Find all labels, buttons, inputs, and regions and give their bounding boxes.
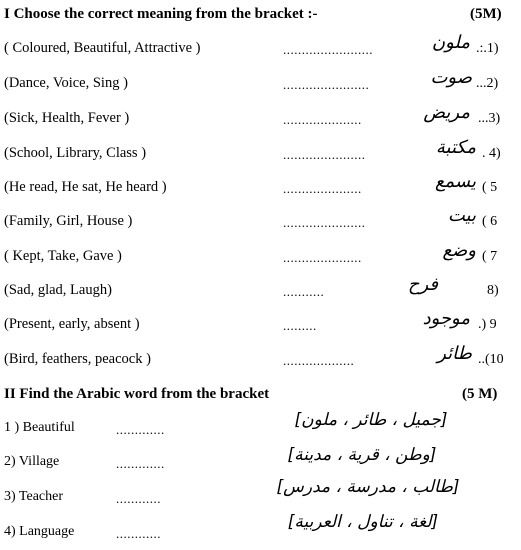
answer-dots: ..................... — [283, 112, 362, 127]
leader-dots: ............ — [116, 526, 161, 541]
answer-dots: ...................... — [283, 147, 366, 162]
section-2-title: II Find the Arabic word from the bracket — [4, 386, 270, 402]
arabic-options-bracket: [جميل ، طائر ، ملون] — [294, 410, 448, 430]
answer-dots: ..................... — [283, 250, 362, 265]
answer-dots: ........................ — [283, 42, 373, 57]
section-1-marks: (5M) — [470, 6, 502, 22]
leader-dots: ............. — [116, 456, 165, 471]
section-1-title: I Choose the correct meaning from the bracket :- — [4, 6, 318, 22]
question-number: ( 7 — [482, 249, 498, 264]
options-text: (Dance, Voice, Sing ) — [4, 75, 128, 91]
handwritten-answer: مكتبة — [435, 137, 476, 158]
english-word: 4) Language — [4, 524, 75, 539]
question-number: .) 9 — [478, 317, 497, 332]
question-number: ..(10 — [478, 352, 504, 367]
handwritten-answer: موجود — [422, 308, 470, 329]
handwritten-answer: طائر — [437, 343, 472, 364]
handwritten-answer: ملون — [431, 32, 470, 53]
arabic-options-bracket: [وطن ، قرية ، مدينة] — [287, 445, 437, 465]
english-word: 3) Teacher — [4, 489, 64, 504]
options-text: (School, Library, Class ) — [4, 145, 147, 161]
arabic-options-bracket: [طالب ، مدرسة ، مدرس] — [276, 477, 460, 497]
options-text: (Sick, Health, Fever ) — [4, 110, 130, 126]
question-number: 8) — [487, 283, 499, 298]
options-text: ( Kept, Take, Gave ) — [4, 248, 122, 264]
handwritten-answer: يسمع — [434, 171, 476, 192]
question-number: .:.1) — [476, 41, 499, 56]
options-text: (Bird, feathers, peacock ) — [4, 351, 151, 367]
options-text: ( Coloured, Beautiful, Attractive ) — [4, 40, 201, 56]
handwritten-answer: صوت — [430, 67, 472, 88]
answer-dots: ........... — [283, 284, 325, 299]
arabic-options-bracket: [لغة ، تناول ، العربية] — [287, 512, 439, 532]
answer-dots: ......... — [283, 318, 317, 333]
options-text: (He read, He sat, He heard ) — [4, 179, 167, 195]
question-number: ...2) — [476, 76, 499, 91]
english-word: 1 ) Beautiful — [4, 420, 75, 435]
english-word: 2) Village — [4, 454, 60, 469]
answer-dots: ..................... — [283, 181, 362, 196]
options-text: (Present, early, absent ) — [4, 316, 140, 332]
handwritten-answer: بيت — [447, 205, 476, 226]
options-text: (Sad, glad, Laugh) — [4, 282, 112, 298]
answer-dots: ....................... — [283, 77, 370, 92]
section-2-marks: (5 M) — [462, 386, 498, 402]
leader-dots: ............. — [116, 422, 165, 437]
handwritten-answer: وضع — [442, 240, 476, 261]
leader-dots: ............ — [116, 491, 161, 506]
handwritten-answer: فرح — [407, 274, 438, 295]
options-text: (Family, Girl, House ) — [4, 213, 133, 229]
question-number: ( 5 — [482, 180, 498, 195]
answer-dots: ...................... — [283, 215, 366, 230]
answer-dots: ................... — [283, 353, 355, 368]
handwritten-answer: مريض — [423, 102, 470, 123]
question-number: . 4) — [482, 146, 501, 161]
question-number: ( 6 — [482, 214, 498, 229]
question-number: ...3) — [478, 111, 501, 126]
